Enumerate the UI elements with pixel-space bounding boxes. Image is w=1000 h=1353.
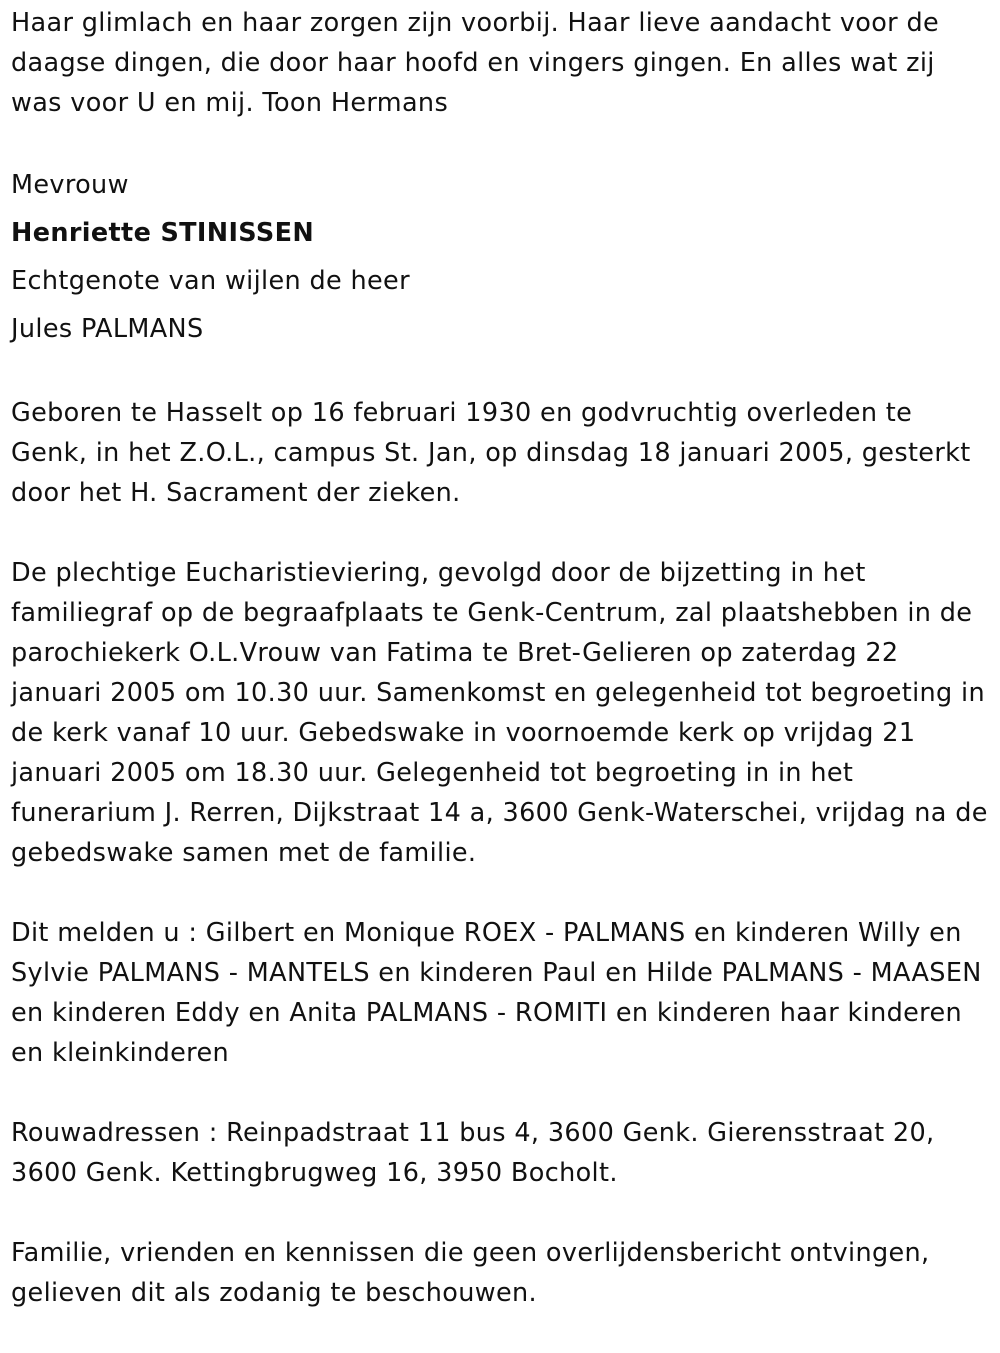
ceremony-paragraph: De plechtige Eucharistieviering, gevolgd door de bijzetting in het familiegraf op de begraafplaats te Genk-Centrum, zal plaatshebben in de parochiekerk O.L.Vrouw van Fatima te Bret-Gelieren op zaterdag 22 januari 2005 om 10.30 uur. Samenkomst en gelegenheid tot begroeting in de kerk vanaf 10 uur. Gebedswake in voornoemde kerk op vrijdag 21 januari 2005 om 18.30 uur. Gelegenheid tot begroeting in in het funerarium J. Rerren, Dijkstraat 14 a, 3600 Genk-Waterschei, vrijdag na de gebedswake samen met de familie. bbox=[11, 558, 988, 868]
spouse-intro: Echtgenote van wijlen de heer bbox=[11, 266, 410, 296]
motto-paragraph: Haar glimlach en haar zorgen zijn voorbij. Haar lieve aandacht voor de daagse dingen, die door haar hoofd en vingers gingen. En alles wat zij was voor U en mij. Toon Hermans bbox=[11, 8, 940, 118]
deceased-name: Henriette STINISSEN bbox=[11, 218, 315, 248]
title-line: Mevrouw bbox=[11, 170, 129, 200]
birth-death-paragraph: Geboren te Hasselt op 16 februari 1930 en godvruchtig overleden te Genk, in het Z.O.L., campus St. Jan, op dinsdag 18 januari 2005, gesterkt door het H. Sacrament der zieken. bbox=[11, 398, 971, 508]
spouse-name: Jules PALMANS bbox=[11, 314, 204, 344]
announcers-paragraph: Dit melden u : Gilbert en Monique ROEX - PALMANS en kinderen Willy en Sylvie PALMANS - MANTELS en kinderen Paul en Hilde PALMANS - MAASEN en kinderen Eddy en Anita PALMANS - ROMITI en kinderen haar kinderen en kleinkinderen bbox=[11, 918, 982, 1068]
closing-paragraph: Familie, vrienden en kennissen die geen overlijdensbericht ontvingen, gelieven dit als zodanig te beschouwen. bbox=[11, 1238, 930, 1308]
deceased-block bbox=[11, 161, 993, 353]
obituary-document bbox=[11, 3, 993, 1353]
addresses-paragraph: Rouwadressen : Reinpadstraat 11 bus 4, 3600 Genk. Gierensstraat 20, 3600 Genk. Kettingbrugweg 16, 3950 Bocholt. bbox=[11, 1118, 935, 1188]
